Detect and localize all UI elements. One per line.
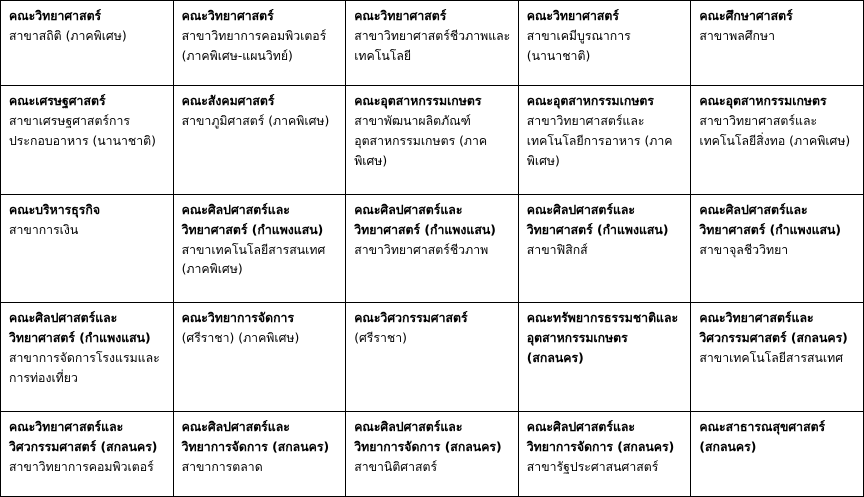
table-cell (346, 86, 519, 195)
table-row (1, 411, 864, 496)
faculty-name: คณะวิทยาศาสตร์ (354, 9, 447, 23)
table-cell (691, 411, 864, 496)
faculty-name: คณะศิลปศาสตร์และวิทยาการจัดการ (สกลนคร) (354, 419, 502, 454)
program-name: สาขาเทคโนโลยีสารสนเทศ (ภาคพิเศษ) (181, 242, 326, 277)
table-cell (346, 411, 519, 496)
faculty-name: คณะศิลปศาสตร์และวิทยาการจัดการ (สกลนคร) (181, 419, 330, 454)
table-row (1, 194, 864, 303)
program-name: สาขาวิทยาศาสตร์ชีวภาพและเทคโนโลยี (354, 28, 511, 63)
table-cell (173, 303, 346, 412)
faculty-name: คณะเศรษฐศาสตร์ (9, 94, 106, 109)
faculty-name: คณะทรัพยากรธรรมชาติและอุตสาหกรรมเกษตร (สกลนคร) (526, 311, 679, 366)
program-name: สาขาวิทยาศาสตร์ชีวภาพ (354, 242, 489, 257)
program-name: สาขารัฐประศาสนศาสตร์ (526, 459, 659, 474)
program-name: สาขาภูมิศาสตร์ (ภาคพิเศษ) (181, 114, 330, 129)
table-cell (691, 303, 864, 412)
table-cell (1, 411, 174, 496)
program-name: (ศรีราชา) (354, 331, 407, 346)
table-row (1, 303, 864, 412)
faculty-name: คณะวิทยาศาสตร์และวิศวกรรมศาสตร์ (สกลนคร) (699, 311, 848, 346)
program-name: สาขาฟิสิกส์ (526, 242, 588, 257)
faculty-name: คณะศิลปศาสตร์และวิทยาศาสตร์ (กำแพงแสน) (181, 202, 324, 237)
table-cell (518, 1, 691, 86)
faculty-name: คณะสังคมศาสตร์ (181, 94, 275, 109)
program-name: สาขาวิทยาศาสตร์และเทคโนโลยีสิ่งทอ (ภาคพิเศษ) (699, 114, 851, 149)
table-row (1, 1, 864, 86)
table-cell (518, 194, 691, 303)
program-name: สาขาวิทยาการคอมพิวเตอร์ (9, 459, 154, 474)
program-name: สาขาวิทยาการคอมพิวเตอร์ (ภาคพิเศษ-แผนวิทย์) (181, 28, 327, 63)
table-cell (1, 1, 174, 86)
table-cell (518, 411, 691, 496)
faculty-name: คณะอุตสาหกรรมเกษตร (526, 94, 655, 109)
table-cell (346, 194, 519, 303)
faculty-name: คณะศิลปศาสตร์และวิทยาการจัดการ (สกลนคร) (526, 419, 675, 454)
faculty-name: คณะวิทยาการจัดการ (181, 311, 295, 326)
program-name: สาขาการเงิน (9, 222, 79, 237)
faculty-name: คณะวิทยาศาสตร์และวิศวกรรมศาสตร์ (สกลนคร) (9, 419, 158, 454)
table-cell (173, 86, 346, 195)
faculty-name: คณะศิลปศาสตร์และวิทยาศาสตร์ (กำแพงแสน) (354, 202, 496, 237)
program-name: สาขาจุลชีววิทยา (699, 242, 789, 257)
program-name: สาขาเทคโนโลยีสารสนเทศ (699, 351, 844, 366)
table-cell (518, 86, 691, 195)
faculty-name: คณะศึกษาศาสตร์ (699, 9, 793, 23)
faculty-name: คณะสาธารณสุขศาสตร์ (สกลนคร) (699, 419, 826, 454)
table-cell (1, 194, 174, 303)
faculty-name: คณะศิลปศาสตร์และวิทยาศาสตร์ (กำแพงแสน) (699, 202, 842, 237)
table-cell (346, 303, 519, 412)
table-cell (1, 86, 174, 195)
faculty-name: คณะศิลปศาสตร์และวิทยาศาสตร์ (กำแพงแสน) (526, 202, 669, 237)
faculty-name: คณะบริหารธุรกิจ (9, 202, 101, 217)
faculty-name: คณะวิศวกรรมศาสตร์ (354, 311, 468, 326)
program-name: สาขานิติศาสตร์ (354, 459, 438, 474)
table-cell (691, 1, 864, 86)
table-cell (173, 194, 346, 303)
table-cell (518, 303, 691, 412)
table-cell (173, 411, 346, 496)
program-name: สาขาพลศึกษา (699, 28, 775, 43)
table-cell (173, 1, 346, 86)
program-name: สาขาพัฒนาผลิตภัณฑ์อุตสาหกรรมเกษตร (ภาคพิเศษ) (354, 114, 488, 168)
table-cell (346, 1, 519, 86)
faculty-name: คณะวิทยาศาสตร์ (526, 9, 619, 23)
faculty-name: คณะศิลปศาสตร์และวิทยาศาสตร์ (กำแพงแสน) (9, 311, 151, 346)
program-name: สาขาการตลาด (181, 459, 263, 474)
program-name: สาขาสถิติ (ภาคพิเศษ) (9, 28, 127, 43)
table-cell (691, 194, 864, 303)
table-cell (691, 86, 864, 195)
table-cell (1, 303, 174, 412)
table-row (1, 86, 864, 195)
faculty-name: คณะอุตสาหกรรมเกษตร (354, 94, 482, 109)
table-body (1, 1, 864, 497)
program-name: สาขาการจัดการโรงแรมและการท่องเที่ยว (9, 351, 160, 385)
program-name: (ศรีราชา) (ภาคพิเศษ) (181, 331, 300, 346)
program-name: สาขาวิทยาศาสตร์และเทคโนโลยีการอาหาร (ภาคพิเศษ) (526, 114, 673, 168)
program-name: สาขาเศรษฐศาสตร์การประกอบอาหาร (นานาชาติ) (9, 114, 156, 149)
program-name: สาขาเคมีบูรณาการ (นานาชาติ) (526, 28, 631, 63)
faculty-name: คณะวิทยาศาสตร์ (9, 9, 102, 23)
faculty-name: คณะอุตสาหกรรมเกษตร (699, 94, 827, 109)
faculty-name: คณะวิทยาศาสตร์ (181, 9, 274, 23)
